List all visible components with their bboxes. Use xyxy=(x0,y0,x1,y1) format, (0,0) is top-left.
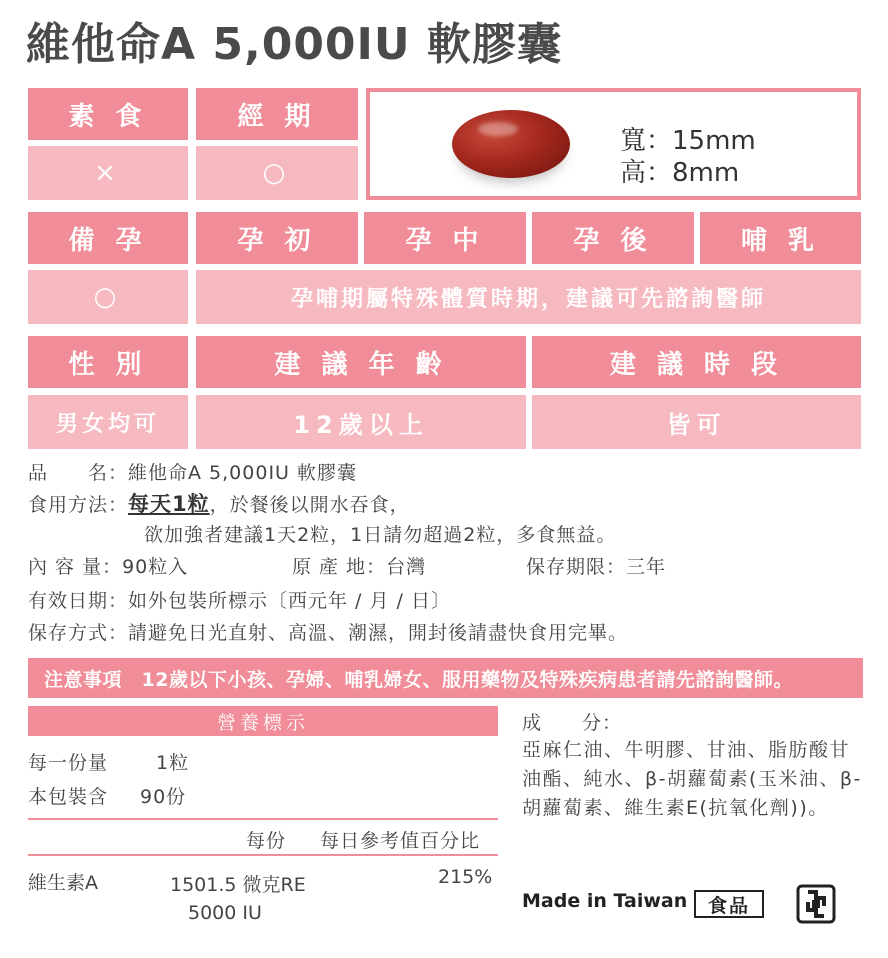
info-expiry-row xyxy=(28,586,451,613)
notice-bar: 注意事項 12歲以下小孩、孕婦、哺乳婦女、服用藥物及特殊疾病患者請先諮詢醫師。 xyxy=(28,658,863,698)
row-amount-iu: 5000 IU xyxy=(188,902,262,924)
shelf-label: 保存期限： xyxy=(526,556,627,578)
origin-value: 台灣 xyxy=(386,556,427,578)
col-daily: 每日參考值百分比 xyxy=(320,830,481,852)
info-shelf xyxy=(526,552,666,579)
serving-value: 1粒 xyxy=(156,752,190,774)
veg-label: 素 食 xyxy=(28,88,188,140)
content-value: 90粒入 xyxy=(122,556,189,578)
late-label: 孕 後 xyxy=(532,212,694,264)
age-value: 12歲以上 xyxy=(196,395,526,449)
serving-label: 每一份量 xyxy=(28,752,109,774)
content-label: 內 容 量： xyxy=(28,556,123,578)
recycle-icon xyxy=(796,884,836,924)
mid-label: 孕 中 xyxy=(364,212,526,264)
row-amount: 1501.5 微克RE xyxy=(170,874,306,896)
info-name-row xyxy=(28,458,357,485)
package-value: 90份 xyxy=(140,786,187,808)
info-method-row xyxy=(28,488,410,518)
row-percent: 215% xyxy=(438,866,493,888)
info-origin xyxy=(292,552,426,579)
nutrition-header: 營養標示 xyxy=(28,706,498,736)
col-per: 每份 xyxy=(246,830,287,852)
capsule-height: 高：8mm xyxy=(620,158,740,188)
method-line2: 欲加強者建議1天2粒，1日請勿超過2粒，多食無益。 xyxy=(144,524,617,546)
gender-value: 男女均可 xyxy=(28,395,188,449)
expiry-label: 有效日期： xyxy=(28,590,129,612)
shelf-value: 三年 xyxy=(626,556,667,578)
storage-label: 保存方式： xyxy=(28,622,129,644)
age-label: 建 議 年 齡 xyxy=(196,336,526,388)
row-name: 維生素A xyxy=(28,872,98,894)
period-value: ○ xyxy=(196,146,358,200)
ingredients-label: 成 分： xyxy=(522,712,623,734)
capsule-image xyxy=(452,110,570,178)
gender-label: 性 別 xyxy=(28,336,188,388)
capsule-highlight xyxy=(478,122,518,136)
early-label: 孕 初 xyxy=(196,212,358,264)
period-label: 經 期 xyxy=(196,88,358,140)
name-label: 品 名： xyxy=(28,462,129,484)
nutrition-divider-1 xyxy=(28,818,498,820)
prep-value: ○ xyxy=(28,270,188,324)
product-title: 維他命A 5,000IU 軟膠囊 xyxy=(26,19,562,70)
made-in-taiwan: Made in Taiwan xyxy=(522,890,688,912)
capsule-size-box xyxy=(366,88,861,200)
veg-value: × xyxy=(28,146,188,200)
nursing-label: 哺 乳 xyxy=(700,212,861,264)
storage-value: 請避免日光直射、高溫、潮濕，開封後請盡快食用完畢。 xyxy=(128,622,629,644)
package-label: 本包裝含 xyxy=(28,786,109,808)
time-value: 皆可 xyxy=(532,395,861,449)
time-label: 建 議 時 段 xyxy=(532,336,861,388)
method-rest: ，於餐後以開水吞食， xyxy=(209,494,410,516)
food-badge: 食品 xyxy=(694,890,764,918)
method-label: 食用方法： xyxy=(28,494,129,516)
expiry-value: 如外包裝所標示〔西元年 / 月 / 日〕 xyxy=(128,590,451,612)
pregnancy-note: 孕哺期屬特殊體質時期，建議可先諮詢醫師 xyxy=(196,270,861,324)
info-content-row xyxy=(28,552,188,579)
prep-label: 備 孕 xyxy=(28,212,188,264)
method-emphasis: 每天1粒 xyxy=(128,492,210,516)
info-storage-row xyxy=(28,618,628,645)
nutrition-divider-2 xyxy=(28,854,498,856)
origin-label: 原 產 地： xyxy=(292,556,387,578)
name-value: 維他命A 5,000IU 軟膠囊 xyxy=(128,462,357,484)
ingredients-text: 亞麻仁油、牛明膠、甘油、脂肪酸甘油酯、純水、β-胡蘿蔔素(玉米油、β-胡蘿蔔素、維生素E(抗氧化劑))。 xyxy=(522,739,862,819)
capsule-width: 寬：15mm xyxy=(620,126,756,156)
